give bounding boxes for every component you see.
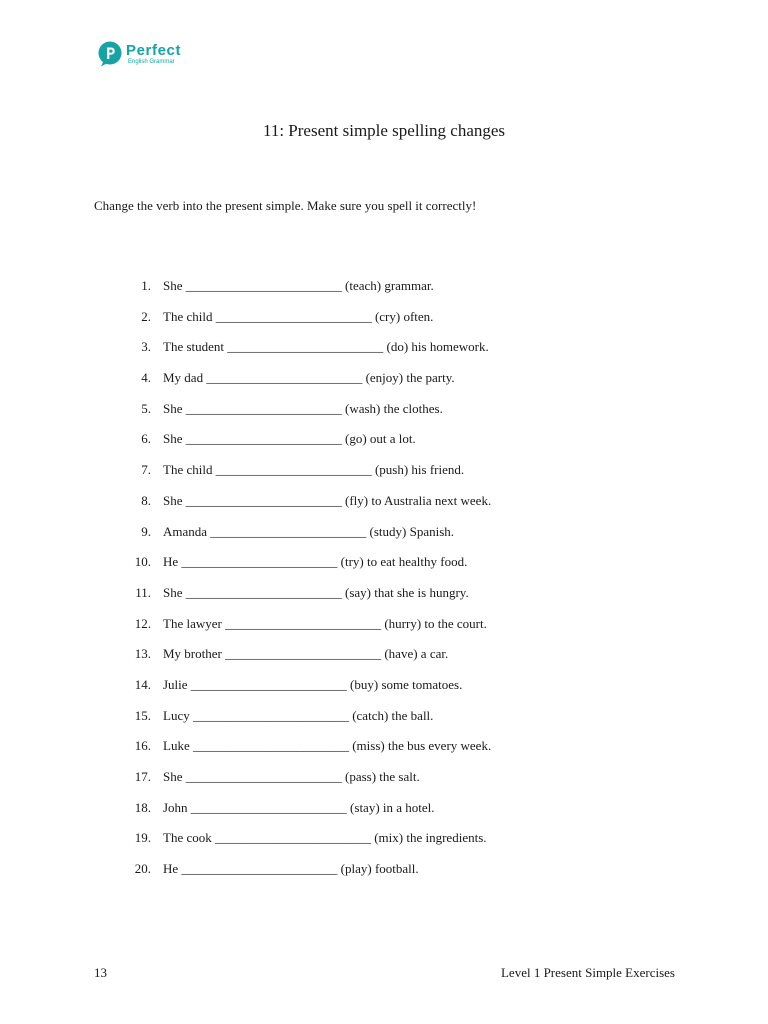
- exercise-number: 6.: [141, 431, 151, 447]
- exercise-sentence: The child ________________________ (push) his friend.: [163, 462, 465, 478]
- exercise-sentence: The student ________________________ (do) his homework.: [163, 339, 489, 355]
- exercise-sentence: She ________________________ (go) out a lot.: [163, 431, 416, 447]
- exercise-item: [0, 278, 768, 309]
- exercise-number: 4.: [141, 370, 151, 386]
- exercise-item: [0, 370, 768, 401]
- speech-bubble-p-icon: [97, 41, 123, 67]
- exercise-item: [0, 554, 768, 585]
- exercise-number: 1.: [141, 278, 151, 293]
- exercise-number: 5.: [141, 400, 151, 416]
- exercise-sentence: My brother ________________________ (have) a car.: [163, 646, 449, 662]
- exercise-number: 10.: [134, 554, 151, 570]
- exercise-number: 11.: [135, 584, 151, 600]
- exercise-instructions: Change the verb into the present simple. Make sure you spell it correctly!: [94, 198, 477, 213]
- exercise-number: 15.: [134, 707, 151, 723]
- exercise-item: [0, 677, 768, 708]
- exercise-item: [0, 431, 768, 462]
- exercise-item: [0, 616, 768, 647]
- exercise-item: [0, 462, 768, 493]
- logo-wordmark: Perfect: [126, 42, 182, 59]
- exercise-item: [0, 769, 768, 800]
- exercise-number: 2.: [141, 308, 151, 324]
- exercise-sentence: My dad ________________________ (enjoy) the party.: [163, 370, 455, 386]
- exercise-number: 7.: [141, 462, 151, 478]
- exercise-item: [0, 401, 768, 432]
- exercise-item: [0, 309, 768, 340]
- brand-logo: [97, 41, 181, 67]
- exercise-sentence: She ________________________ (wash) the clothes.: [163, 400, 443, 416]
- exercise-item: [0, 708, 768, 739]
- exercise-sentence: The child ________________________ (cry) often.: [163, 308, 434, 324]
- exercise-item: [0, 738, 768, 769]
- footer-page-number: 13: [94, 965, 107, 980]
- exercise-number: 13.: [134, 646, 151, 662]
- exercise-item: [0, 861, 768, 892]
- exercise-list: [0, 278, 768, 892]
- exercise-item: [0, 646, 768, 677]
- exercise-sentence: She ________________________ (fly) to Australia next week.: [163, 492, 492, 508]
- exercise-sentence: The lawyer ________________________ (hurry) to the court.: [163, 615, 487, 631]
- exercise-sentence: She ________________________ (teach) grammar.: [163, 278, 434, 293]
- exercise-number: 17.: [134, 769, 151, 784]
- exercise-item: [0, 493, 768, 524]
- exercise-sentence: Luke ________________________ (miss) the bus every week.: [163, 738, 492, 754]
- exercise-number: 3.: [141, 339, 151, 355]
- exercise-sentence: She ________________________ (pass) the salt.: [163, 769, 420, 784]
- exercise-sentence: Amanda ________________________ (study) Spanish.: [163, 523, 455, 539]
- exercise-sentence: Lucy ________________________ (catch) the ball.: [163, 707, 434, 723]
- exercise-number: 14.: [134, 676, 151, 692]
- exercise-item: [0, 585, 768, 616]
- page-title: 11: Present simple spelling changes: [262, 121, 506, 140]
- exercise-number: 12.: [134, 615, 151, 631]
- exercise-number: 20.: [134, 861, 151, 877]
- footer-document-title: Level 1 Present Simple Exercises: [500, 965, 675, 980]
- exercise-sentence: John ________________________ (stay) in a hotel.: [163, 799, 435, 815]
- exercise-sentence: He ________________________ (try) to eat healthy food.: [163, 554, 468, 570]
- exercise-number: 8.: [141, 492, 151, 508]
- exercise-number: 18.: [134, 799, 151, 815]
- exercise-number: 16.: [134, 738, 151, 754]
- exercise-sentence: She ________________________ (say) that she is hungry.: [163, 584, 469, 600]
- logo-subtitle: English Grammar: [128, 59, 175, 65]
- exercise-item: [0, 339, 768, 370]
- exercise-sentence: He ________________________ (play) football.: [163, 861, 419, 877]
- exercise-item: [0, 800, 768, 831]
- exercise-sentence: Julie ________________________ (buy) some tomatoes.: [163, 676, 463, 692]
- exercise-item: [0, 830, 768, 861]
- exercise-number: 19.: [134, 830, 151, 846]
- exercise-number: 9.: [141, 523, 151, 539]
- exercise-sentence: The cook ________________________ (mix) the ingredients.: [163, 830, 487, 846]
- exercise-item: [0, 524, 768, 555]
